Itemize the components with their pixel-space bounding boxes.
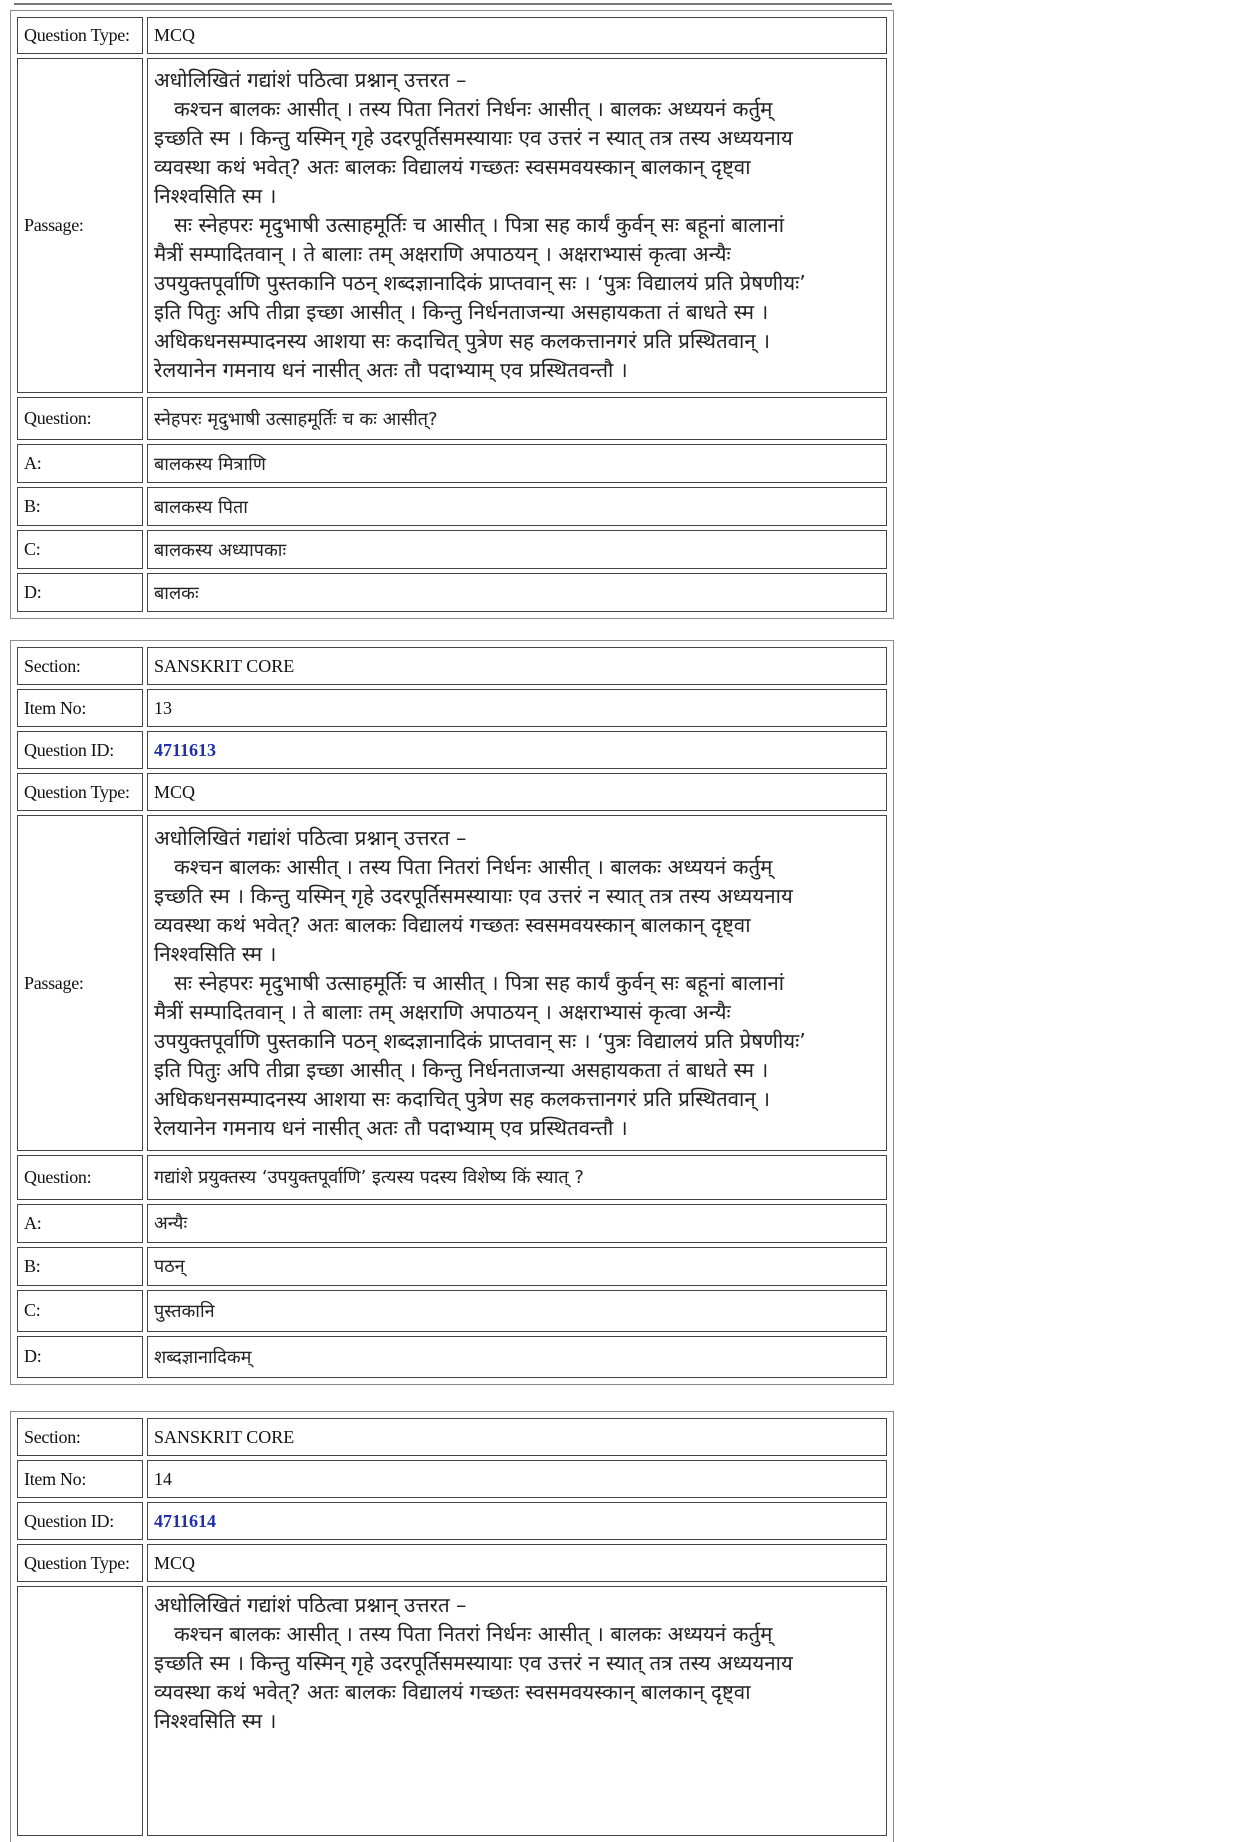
passage-line: निश्श्वसिति स्म ।: [154, 184, 277, 208]
passage-line: अधिकधनसम्पादनस्य आशया सः कदाचित् पुत्रेण सह कलकत्तानगरं प्रति प्रस्थितवान् ।: [154, 329, 770, 353]
passage-line: इच्छति स्म । किन्तु यस्मिन् गृहे उदरपूर्तिसमस्यायाः एव उत्तरं न स्यात् तत्र तस्य अध्ययनाय: [154, 126, 793, 150]
passage-line: निश्श्वसिति स्म ।: [154, 941, 277, 966]
passage-label: [17, 1586, 143, 1836]
row-option-d: [17, 1336, 887, 1378]
item-no-value: 13: [147, 689, 887, 727]
question-text: गद्यांशे प्रयुक्तस्य ‘उपयुक्तपूर्वाणि’ इत्यस्य पदस्य विशेष्य किं स्यात् ?: [147, 1155, 887, 1199]
row-item-no: [17, 1460, 887, 1498]
row-passage: [17, 815, 887, 1151]
item-no-label: Item No:: [17, 1460, 143, 1498]
option-a-label: A:: [17, 1204, 143, 1243]
row-option-c: [17, 1290, 887, 1332]
section-label: Section:: [17, 647, 143, 685]
passage-line: सः स्नेहपरः मृदुभाषी उत्साहमूर्तिः च आसीत् । पित्रा सह कार्यं कुर्वन् सः बहूनां बालानां: [174, 970, 785, 995]
question-type-label: Question Type:: [17, 773, 143, 811]
passage-line: निश्श्वसिति स्म ।: [154, 1709, 277, 1733]
passage-line: अधोलिखितं गद्यांशं पठित्वा प्रश्नान् उत्तरत –: [154, 1593, 467, 1617]
option-b-text: पठन्: [147, 1247, 887, 1286]
row-option-b: [17, 1247, 887, 1286]
row-question-type: [17, 1544, 887, 1582]
row-passage: [17, 58, 887, 393]
question-type-value: MCQ: [147, 1544, 887, 1582]
question-type-label: Question Type:: [17, 17, 143, 54]
row-question-id: [17, 731, 887, 769]
passage-line: व्यवस्था कथं भवेत्? अतः बालकः विद्यालयं गच्छतः स्वसमवयस्कान् बालकान् दृष्ट्वा: [154, 155, 751, 179]
section-value: SANSKRIT CORE: [147, 647, 887, 685]
question-id-value: 4711613: [147, 731, 887, 769]
row-option-b: [17, 487, 887, 526]
question-label: Question:: [17, 1155, 143, 1199]
passage-line: इति पितुः अपि तीव्रा इच्छा आसीत् । किन्तु निर्धनताजन्या असहायकता तं बाधते स्म ।: [154, 300, 769, 324]
option-a-text: बालकस्य मित्राणि: [147, 444, 887, 483]
row-option-a: [17, 444, 887, 483]
passage-label: Passage:: [17, 58, 143, 393]
passage-line: मैत्रीं सम्पादितवान् । ते बालाः तम् अक्षराणि अपाठयन् । अक्षराभ्यासं कृत्वा अन्यैः: [154, 999, 731, 1024]
option-d-text: बालकः: [147, 573, 887, 612]
row-question-type: [17, 773, 887, 811]
passage-text: [147, 1586, 887, 1836]
question-text: स्नेहपरः मृदुभाषी उत्साहमूर्तिः च कः आसीत्?: [147, 397, 887, 440]
question-label: Question:: [17, 397, 143, 440]
passage-text: [147, 815, 887, 1151]
row-option-d: [17, 573, 887, 612]
passage-line: अधोलिखितं गद्यांशं पठित्वा प्रश्नान् उत्तरत –: [154, 68, 467, 92]
row-question: [17, 1155, 887, 1199]
question-block-14: [10, 1411, 894, 1842]
row-question-id: [17, 1502, 887, 1540]
option-d-label: D:: [17, 1336, 143, 1378]
item-no-value: 14: [147, 1460, 887, 1498]
question-type-value: MCQ: [147, 773, 887, 811]
passage-line: अधोलिखितं गद्यांशं पठित्वा प्रश्नान् उत्तरत –: [154, 825, 467, 850]
option-c-label: C:: [17, 530, 143, 569]
row-section: [17, 1418, 887, 1456]
question-type-value: MCQ: [147, 17, 887, 54]
passage-line: उपयुक्तपूर्वाणि पुस्तकानि पठन् शब्दज्ञानादिकं प्राप्तवान् सः । ‘पुत्रः विद्यालयं प्रति प्रेषणीयः’: [154, 271, 806, 295]
passage-line: रेलयानेन गमनाय धनं नासीत् अतः तौ पदाभ्याम् एव प्रस्थितवन्तौ ।: [154, 1115, 628, 1140]
passage-line: इति पितुः अपि तीव्रा इच्छा आसीत् । किन्तु निर्धनताजन्या असहायकता तं बाधते स्म ।: [154, 1057, 769, 1082]
section-label: Section:: [17, 1418, 143, 1456]
row-item-no: [17, 689, 887, 727]
passage-line: रेलयानेन गमनाय धनं नासीत् अतः तौ पदाभ्याम् एव प्रस्थितवन्तौ ।: [154, 358, 628, 382]
page-top-rule: [14, 3, 892, 5]
row-option-c: [17, 530, 887, 569]
passage-text: [147, 58, 887, 393]
question-id-label: Question ID:: [17, 1502, 143, 1540]
option-c-text: बालकस्य अध्यापकाः: [147, 530, 887, 569]
option-a-text: अन्यैः: [147, 1204, 887, 1243]
row-question: [17, 397, 887, 440]
question-id-label: Question ID:: [17, 731, 143, 769]
passage-line: उपयुक्तपूर्वाणि पुस्तकानि पठन् शब्दज्ञानादिकं प्राप्तवान् सः । ‘पुत्रः विद्यालयं प्रति प्रेषणीयः’: [154, 1028, 806, 1053]
row-question-type: [17, 17, 887, 54]
passage-line: कश्चन बालकः आसीत् । तस्य पिता नितरां निर्धनः आसीत् । बालकः अध्ययनं कर्तुम्: [174, 854, 773, 879]
row-passage: [17, 1586, 887, 1836]
passage-line: कश्चन बालकः आसीत् । तस्य पिता नितरां निर्धनः आसीत् । बालकः अध्ययनं कर्तुम्: [174, 1622, 773, 1646]
option-b-label: B:: [17, 1247, 143, 1286]
option-c-label: C:: [17, 1290, 143, 1332]
option-d-label: D:: [17, 573, 143, 612]
question-block-12: [10, 10, 894, 619]
option-a-label: A:: [17, 444, 143, 483]
question-type-label: Question Type:: [17, 1544, 143, 1582]
passage-line: व्यवस्था कथं भवेत्? अतः बालकः विद्यालयं गच्छतः स्वसमवयस्कान् बालकान् दृष्ट्वा: [154, 912, 751, 937]
passage-line: इच्छति स्म । किन्तु यस्मिन् गृहे उदरपूर्तिसमस्यायाः एव उत्तरं न स्यात् तत्र तस्य अध्ययनाय: [154, 1651, 793, 1675]
row-option-a: [17, 1204, 887, 1243]
question-block-13: [10, 640, 894, 1385]
row-section: [17, 647, 887, 685]
option-c-text: पुस्तकानि: [147, 1290, 887, 1332]
passage-line: अधिकधनसम्पादनस्य आशया सः कदाचित् पुत्रेण सह कलकत्तानगरं प्रति प्रस्थितवान् ।: [154, 1086, 770, 1111]
option-d-text: शब्दज्ञानादिकम्: [147, 1336, 887, 1378]
option-b-label: B:: [17, 487, 143, 526]
section-value: SANSKRIT CORE: [147, 1418, 887, 1456]
passage-line: मैत्रीं सम्पादितवान् । ते बालाः तम् अक्षराणि अपाठयन् । अक्षराभ्यासं कृत्वा अन्यैः: [154, 242, 731, 266]
option-b-text: बालकस्य पिता: [147, 487, 887, 526]
passage-line: इच्छति स्म । किन्तु यस्मिन् गृहे उदरपूर्तिसमस्यायाः एव उत्तरं न स्यात् तत्र तस्य अध्ययनाय: [154, 883, 793, 908]
passage-line: व्यवस्था कथं भवेत्? अतः बालकः विद्यालयं गच्छतः स्वसमवयस्कान् बालकान् दृष्ट्वा: [154, 1680, 751, 1704]
item-no-label: Item No:: [17, 689, 143, 727]
passage-line: सः स्नेहपरः मृदुभाषी उत्साहमूर्तिः च आसीत् । पित्रा सह कार्यं कुर्वन् सः बहूनां बालानां: [174, 213, 785, 237]
passage-line: कश्चन बालकः आसीत् । तस्य पिता नितरां निर्धनः आसीत् । बालकः अध्ययनं कर्तुम्: [174, 97, 773, 121]
passage-label: Passage:: [17, 815, 143, 1151]
question-id-value: 4711614: [147, 1502, 887, 1540]
